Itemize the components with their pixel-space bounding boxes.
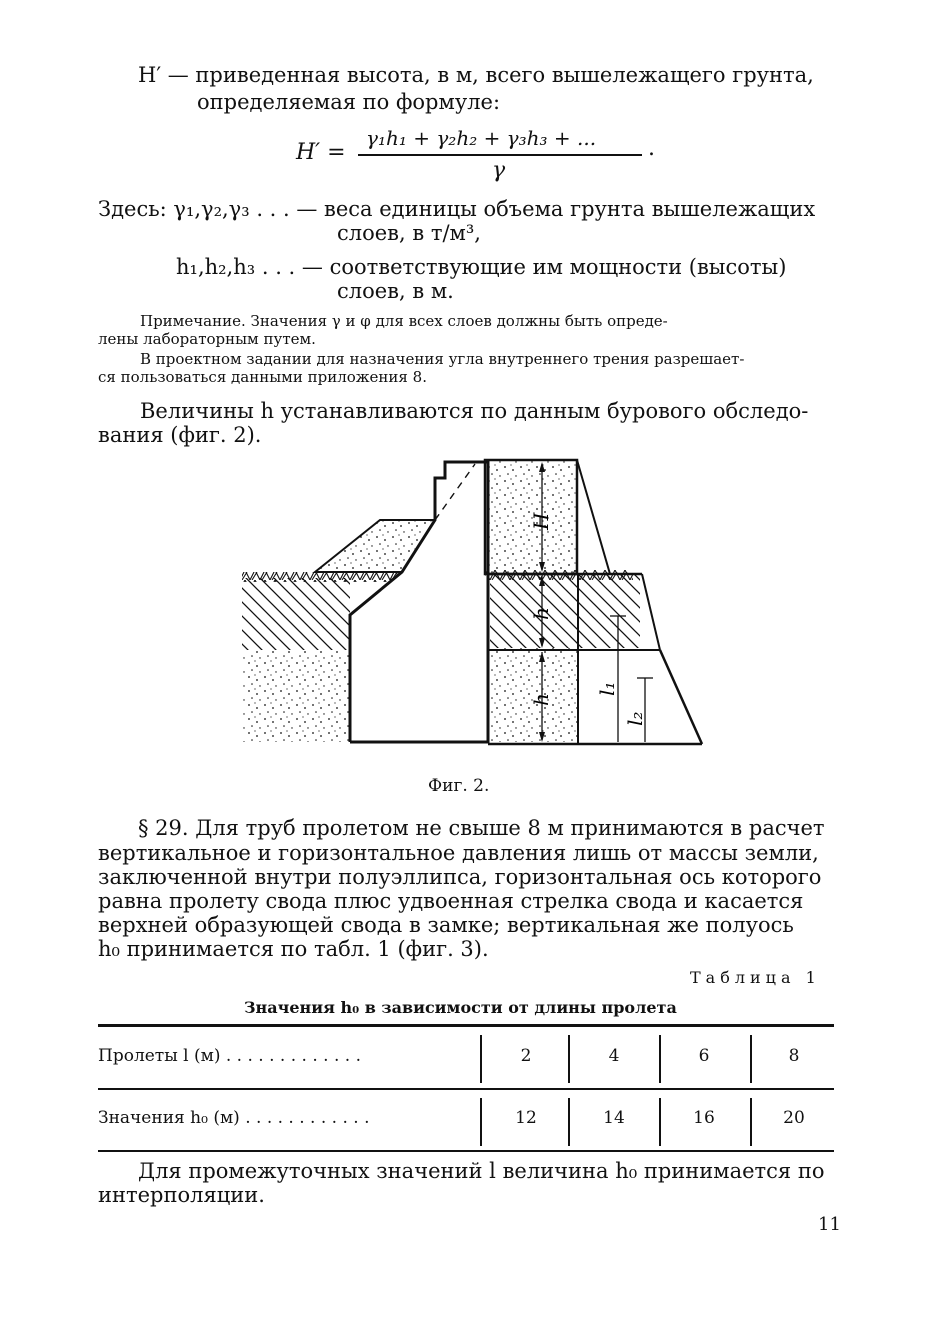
para29-line-2: вертикальное и горизонтальное давления лишь от массы земли, xyxy=(98,841,819,865)
para29-line-4: равна пролету свода плюс удвоенная стрелка свода и касается xyxy=(98,889,804,913)
label-h-lower: h xyxy=(529,693,553,706)
para29-line-1: § 29. Для труб пролетом не свыше 8 м принимаются в расчет xyxy=(138,816,825,840)
para29-line-5: верхней образующей свода в замке; вертикальная же полуось xyxy=(98,913,794,937)
formula-denominator: γ xyxy=(492,158,506,183)
label-l1: l₁ xyxy=(595,681,619,696)
figure-2-soil-cross-section xyxy=(230,450,720,760)
note-line-1: Примечание. Значения γ и φ для всех слоев должны быть опреде- xyxy=(140,312,668,330)
label-h-upper: h xyxy=(529,607,553,620)
h-definition-line-1: h₁,h₂,h₃ . . . — соответствующие им мощности (высоты) xyxy=(176,255,787,279)
table-title: Значения h₀ в зависимости от длины пролета xyxy=(244,998,677,1017)
note-line-4: ся пользоваться данными приложения 8. xyxy=(98,368,427,386)
page-number: 11 xyxy=(818,1214,841,1235)
note-line-2: лены лабораторным путем. xyxy=(98,330,316,348)
table-h0-value-1: 12 xyxy=(515,1108,537,1128)
fraction-line xyxy=(358,154,642,156)
h-prime-definition-line-2: определяемая по формуле: xyxy=(197,90,501,114)
h-paragraph-line-2: вания (фиг. 2). xyxy=(98,423,262,447)
para29-line-3: заключенной внутри полуэллипса, горизонтальная ось которого xyxy=(98,865,822,889)
table-row-spans-label: Пролеты l (м) . . . . . . . . . . . . . xyxy=(98,1046,361,1066)
table-row-h0-label: Значения h₀ (м) . . . . . . . . . . . . xyxy=(98,1108,370,1128)
left-ground-surface xyxy=(242,572,402,582)
table-bottom-rule xyxy=(98,1150,834,1152)
table-span-value-3: 6 xyxy=(698,1046,710,1066)
gamma-definition-line-2: слоев, в т/м³, xyxy=(337,221,481,245)
formula-dot: . xyxy=(648,136,655,161)
h-prime-definition-line-1: H′ — приведенная высота, в м, всего вышележащего грунта, xyxy=(138,63,814,87)
left-clay-layer xyxy=(242,578,350,650)
h-paragraph-line-1: Величины h устанавливаются по данным бурового обследо- xyxy=(140,399,809,423)
table-h0-value-3: 16 xyxy=(693,1108,715,1128)
h-definition-line-2: слоев, в м. xyxy=(337,279,454,303)
final-line-2: интерполяции. xyxy=(98,1183,265,1207)
table-span-value-1: 2 xyxy=(520,1046,532,1066)
formula-lhs: H′ = xyxy=(296,140,346,165)
table-h0-value-2: 14 xyxy=(603,1108,625,1128)
left-sand-layer xyxy=(242,650,350,742)
table-number: Таблица 1 xyxy=(690,968,821,987)
label-l2: l₂ xyxy=(623,711,647,726)
final-line-1: Для промежуточных значений l величина h₀ принимается по xyxy=(138,1159,825,1183)
para29-line-6: h₀ принимается по табл. 1 (фиг. 3). xyxy=(98,937,489,961)
table-h0-value-4: 20 xyxy=(783,1108,805,1128)
table-span-value-2: 4 xyxy=(608,1046,620,1066)
table-middle-rule xyxy=(98,1088,834,1090)
abutment-outline xyxy=(350,462,488,742)
gamma-definition-line-1: Здесь: γ₁,γ₂,γ₃ . . . — веса единицы объема грунта вышележащих xyxy=(98,197,816,221)
table-span-value-4: 8 xyxy=(788,1046,800,1066)
table-top-rule xyxy=(98,1024,834,1027)
figure-caption: Фиг. 2. xyxy=(428,776,490,796)
label-H: H xyxy=(529,512,553,530)
note-line-3: В проектном задании для назначения угла внутреннего трения разрешает- xyxy=(140,350,745,368)
formula-numerator: γ₁h₁ + γ₂h₂ + γ₃h₃ + ... xyxy=(366,126,597,150)
